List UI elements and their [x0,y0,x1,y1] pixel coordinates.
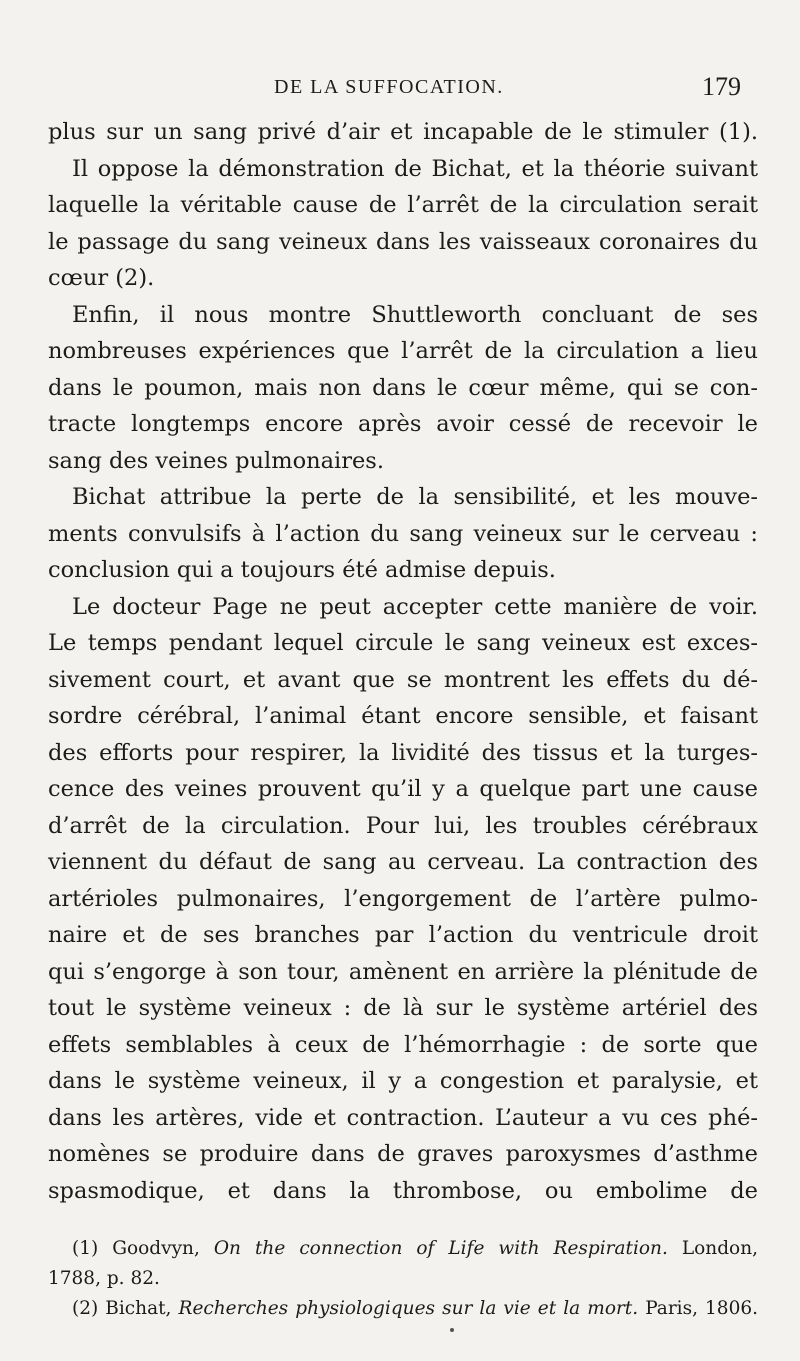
footnote-mark: (2) [72,1298,99,1319]
text-line: cence des veines prouvent qu’il y a quelque part une cause [48,776,758,802]
text-line: naire et de ses branches par l’action du ventricule droit [48,922,758,948]
footnote-1 [48,1234,758,1264]
footnote-place: London, [681,1238,758,1259]
footnote-2 [48,1294,758,1324]
text-line: des efforts pour respirer, la lividité des tissus et la turges- [48,739,758,766]
text-line: Enfin, il nous montre Shuttleworth concluant de ses [72,301,758,328]
body-text [48,114,758,1209]
text-line: dans le poumon, mais non dans le cœur même, qui se con- [48,374,758,401]
page-header [0,72,800,106]
text-line: ments convulsifs à l’action du sang veineux sur le cerveau : [48,520,758,547]
running-title: DE LA SUFFOCATION. [274,76,504,98]
text-line: Bichat attribue la perte de la sensibilité, et les mouve- [72,484,758,510]
text-line: Il oppose la démonstration de Bichat, et la théorie suivant [72,155,758,182]
text-line: Le docteur Page ne peut accepter cette manière de voir. [72,593,758,620]
footnote-mark: (1) [72,1238,99,1259]
text-line: qui s’engorge à son tour, amènent en arrière la plénitude de [48,958,758,985]
page-number: 179 [702,72,741,101]
footnote-title: On the connection of Life with Respiration. [213,1238,668,1259]
text-line: plus sur un sang privé d’air et incapable de le stimuler (1). [48,119,758,145]
text-line: tracte longtemps encore après avoir cessé de recevoir le [48,411,758,437]
text-line: laquelle la véritable cause de l’arrêt de la circulation serait [48,192,758,218]
footnote-title: Recherches physiologiques sur la vie et la mort. [178,1298,639,1319]
text-line: viennent du défaut de sang au cerveau. La contraction des [48,849,758,875]
footnote-1-continuation: 1788, p. 82. [48,1268,160,1289]
footnote-author: Bichat, [105,1298,172,1319]
text-line: conclusion qui a toujours été admise depuis. [48,557,556,583]
text-line: le passage du sang veineux dans les vaisseaux coronaires du [48,228,758,255]
text-line: nomènes se produire dans de graves paroxysmes d’asthme [48,1141,758,1167]
text-line: tout le système veineux : de là sur le système artériel des [48,995,758,1021]
text-line: cœur (2). [48,265,155,291]
footnotes [48,1234,758,1324]
text-line: spasmodique, et dans la thrombose, ou embolime de [48,1177,758,1204]
footnote-author: Goodvyn, [112,1238,200,1259]
text-line: nombreuses expériences que l’arrêt de la circulation a lieu [48,338,758,364]
text-line: Le temps pendant lequel circule le sang veineux est exces- [48,630,758,656]
text-line: sang des veines pulmonaires. [48,447,384,474]
text-line: sordre cérébral, l’animal étant encore sensible, et faisant [48,703,758,729]
text-line: dans le système veineux, il y a congestion et paralysie, et [48,1068,758,1094]
text-line: sivement court, et avant que se montrent les effets du dé- [48,666,758,693]
print-dot [450,1328,454,1332]
text-line: effets semblables à ceux de l’hémorrhagie : de sorte que [48,1031,758,1058]
text-line: dans les artères, vide et contraction. L’auteur a vu ces phé- [48,1104,758,1131]
text-line: artérioles pulmonaires, l’engorgement de l’artère pulmo- [48,885,758,912]
footnote-place: Paris, 1806. [645,1298,758,1319]
text-line: d’arrêt de la circulation. Pour lui, les troubles cérébraux [48,812,758,839]
